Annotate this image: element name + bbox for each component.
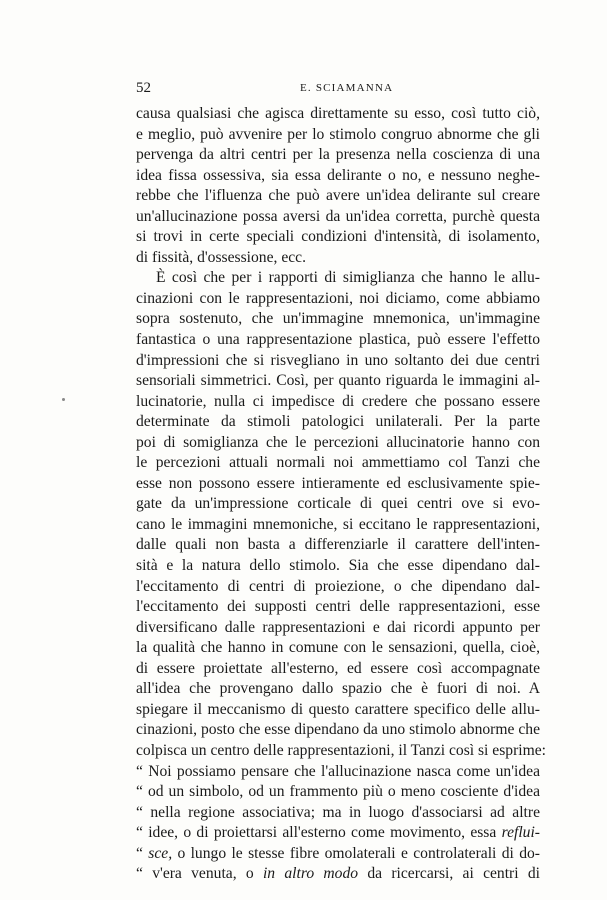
text-line [136, 844, 540, 865]
text-line [136, 227, 540, 248]
line-text: le percezioni attuali normali noi ammettiamo col Tanzi che [136, 454, 540, 472]
line-text: l'eccitamento dei supposti centri delle rappresentazioni, esse [136, 598, 540, 616]
text-line [136, 207, 540, 228]
text-line [136, 720, 540, 741]
line-text: “ [136, 844, 149, 862]
line-text: pervenga da altri centri per la presenza nella coscienza di una [136, 146, 540, 164]
line-text: cinazioni, posto che esse dipendano da uno stimolo abnorme che [136, 721, 540, 739]
line-text: “ v'era venuta, o [136, 865, 263, 883]
line-text: di fissità, d'ossessione, ecc. [136, 248, 306, 266]
text-line [136, 104, 540, 125]
text-line [136, 433, 540, 454]
text-line [136, 474, 540, 495]
running-head: E. SCIAMANNA [300, 82, 394, 94]
text-line [136, 309, 540, 330]
text-line [136, 638, 540, 659]
text-line [136, 392, 540, 413]
line-text: l'eccitamento di centri di proiezione, o che dipendano dal- [136, 577, 540, 595]
line-text: causa qualsiasi che agisca direttamente su esso, così tutto ciò, [136, 105, 540, 122]
line-text: e meglio, può avvenire per lo stimolo congruo abnorme che gli [136, 125, 540, 143]
text-line [136, 453, 540, 474]
line-text: “ idee, o di proiettarsi all'esterno come movimento, essa [136, 824, 502, 842]
line-text: gate da un'impressione corticale di quei centri ove si evo- [136, 495, 540, 513]
text-line [136, 125, 540, 146]
text-line [136, 782, 540, 803]
line-text: sopra sostenuto, che un'immagine mnemonica, un'immagine [136, 310, 540, 328]
line-text: diversificano dalle rappresentazioni e dai ricordi appunto per [136, 618, 540, 636]
line-text: È così che per i rapporti di simiglianza che hanno le allu- [156, 269, 540, 287]
line-text: da ricercarsi, ai centri di [358, 865, 540, 883]
text-line [136, 494, 540, 515]
line-text: rebbe che l'ifluenza che può avere un'idea delirante sul creare [136, 187, 540, 205]
scan-speck [62, 398, 65, 401]
line-text: lucinatorie, nulla ci impedisce di credere che possano essere [136, 392, 540, 410]
line-text: di essere proiettate all'esterno, ed essere così accompagnate [136, 659, 540, 677]
line-text: sità e la natura dello stimolo. Sia che esse dipendano dal- [136, 557, 540, 575]
text-line [136, 556, 540, 577]
line-text: idea fissa ossessiva, sia essa delirante o no, e nessuno neghe- [136, 166, 540, 184]
line-text: la qualità che hanno in comune con le sensazioni, quella, cioè, [136, 639, 540, 657]
text-line [136, 535, 540, 556]
text-line [136, 166, 540, 187]
line-text: “ Noi possiamo pensare che l'allucinazione nasca come un'idea [136, 762, 540, 780]
line-text: colpisca un centro delle rappresentazioni, il Tanzi così si esprime: [136, 741, 546, 759]
line-text: d'impressioni che si risvegliano in uno soltanto dei due centri [136, 351, 540, 369]
italic-text: reflui- [501, 824, 540, 842]
line-text: un'allucinazione possa aversi da un'idea corretta, purchè questa [136, 207, 540, 225]
line-text: “ nella regione associativa; ma in luogo d'associarsi ad altre [136, 803, 540, 821]
line-text: si trovi in certe speciali condizioni d'intensità, di isolamento, [136, 228, 540, 246]
line-text: determinate da stimoli patologici unilaterali. Per la parte [136, 413, 540, 431]
text-line [136, 351, 540, 372]
text-line [136, 289, 540, 310]
text-line [136, 186, 540, 207]
line-text: “ od un simbolo, od un frammento più o meno cosciente d'idea [136, 783, 540, 801]
line-text: poi di somiglianza che le percezioni allucinatorie hanno con [136, 433, 540, 451]
text-line [136, 823, 540, 844]
text-line [136, 659, 540, 680]
text-line [136, 330, 540, 351]
text-line [136, 597, 540, 618]
text-line [136, 268, 540, 289]
line-text: cano le immagini mnemoniche, si eccitano le rappresentazioni, [136, 515, 540, 533]
line-text: spiegare il meccanismo di questo carattere specifico delle allu- [136, 700, 540, 718]
page-header [136, 80, 538, 98]
line-text: o lungo le stesse fibre omolaterali e controlaterali di do- [172, 844, 540, 862]
text-line [136, 577, 540, 598]
text-line [136, 803, 540, 824]
line-text: sensoriali simmetrici. Così, per quanto riguarda le immagini al- [136, 372, 540, 390]
italic-text: sce, [148, 844, 173, 862]
line-text: all'idea che provengano dallo spazio che è fuori di noi. A [136, 680, 540, 698]
italic-text: in altro modo [262, 865, 359, 883]
line-text: fantastica o una rappresentazione plastica, può essere l'effetto [136, 331, 540, 349]
text-line [136, 618, 540, 639]
text-line [136, 762, 540, 783]
text-line [136, 145, 540, 166]
text-line [136, 864, 540, 885]
line-text: cinazioni con le rappresentazioni, noi diciamo, come abbiamo [136, 289, 540, 307]
line-text: esse non possono essere intieramente ed esclusivamente spie- [136, 474, 540, 492]
page-number: 52 [136, 80, 151, 96]
text-line [136, 248, 540, 269]
text-line [136, 741, 546, 762]
text-line [136, 412, 540, 433]
text-line [136, 371, 540, 392]
text-line [136, 700, 540, 721]
text-line [136, 679, 540, 700]
text-line [136, 515, 540, 536]
line-text: dalle quali non basta a differenziarle il carattere dell'inten- [136, 536, 540, 554]
body-text [136, 104, 546, 885]
